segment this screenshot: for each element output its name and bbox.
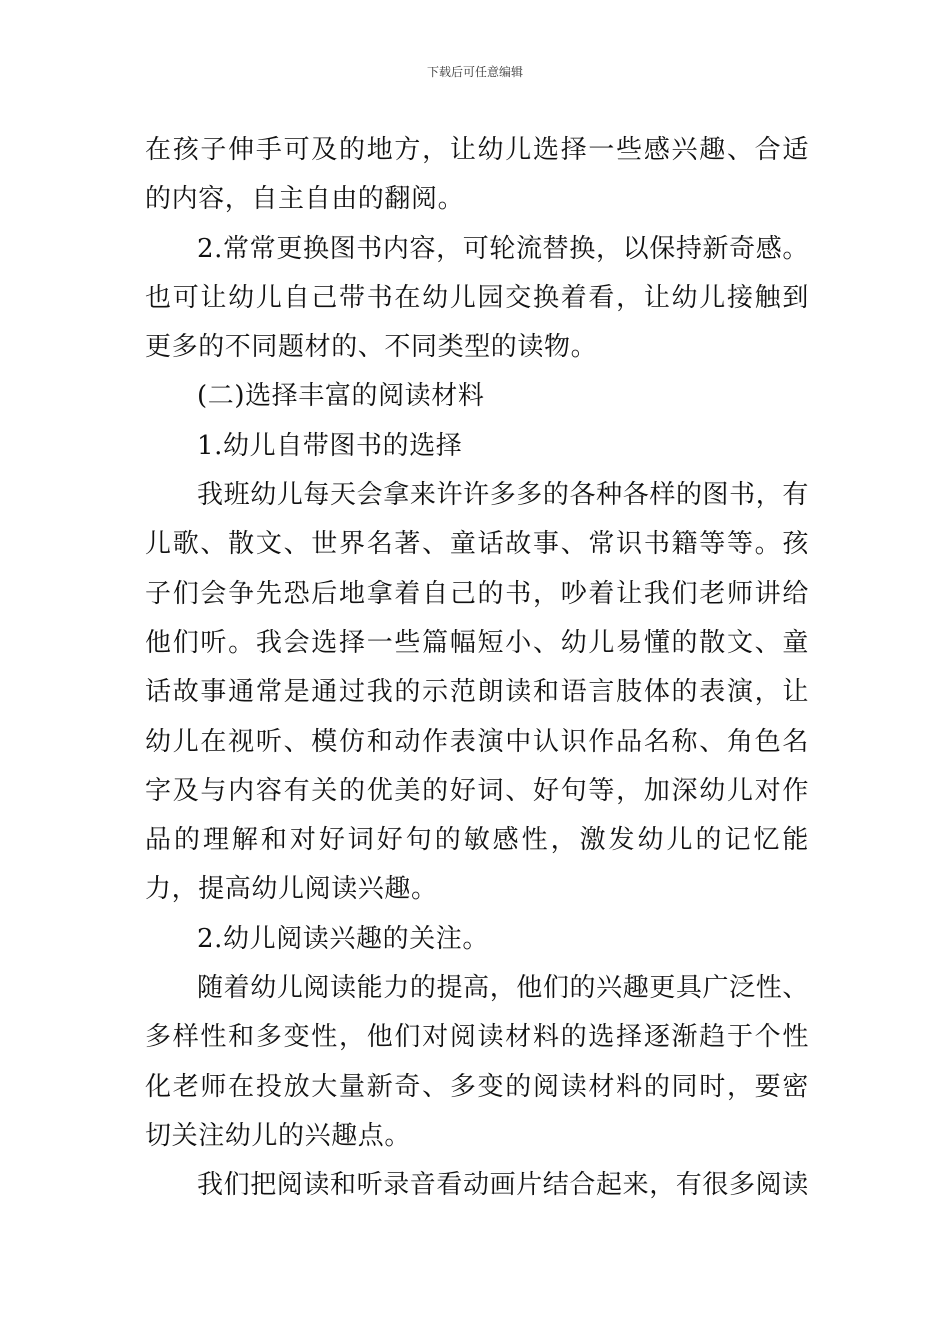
paragraph: 我们把阅读和听录音看动画片结合起来，有很多阅读 [197, 1170, 809, 1201]
paragraph: 在孩子伸手可及的地方，让幼儿选择一些感兴趣、合适的内容，自主自由的翻阅。 [145, 135, 809, 215]
document-body [145, 126, 809, 1211]
paragraph: 我班幼儿每天会拿来许许多多的各种各样的图书，有儿歌、散文、世界名著、童话故事、常识书籍等等。孩子们会争先恐后地拿着自己的书，吵着让我们老师讲给他们听。我会选择一些篇幅短小、幼儿易懂的散文、童话故事通常是通过我的示范朗读和语言肢体的表演，让幼儿在视听、模仿和动作表演中认识作品名称、角色名字及与内容有关的优美的好词、好句等，加深幼儿对作品的理解和对好词好句的敏感性，激发幼儿的记忆能力，提高幼儿阅读兴趣。 [145, 480, 809, 905]
paragraph: 2.常常更换图书内容，可轮流替换，以保持新奇感。也可让幼儿自己带书在幼儿园交换着看，让幼儿接触到更多的不同题材的、不同类型的读物。 [145, 233, 809, 363]
paragraph: 随着幼儿阅读能力的提高，他们的兴趣更具广泛性、多样性和多变性，他们对阅读材料的选择逐渐趋于个性化老师在投放大量新奇、多变的阅读材料的同时，要密切关注幼儿的兴趣点。 [145, 973, 809, 1151]
page-header: 下载后可任意编辑 [426, 65, 523, 79]
subsection-heading: 2.幼儿阅读兴趣的关注。 [197, 923, 490, 954]
subsection-heading: 1.幼儿自带图书的选择 [197, 430, 463, 461]
section-heading: (二)选择丰富的阅读材料 [197, 381, 485, 412]
